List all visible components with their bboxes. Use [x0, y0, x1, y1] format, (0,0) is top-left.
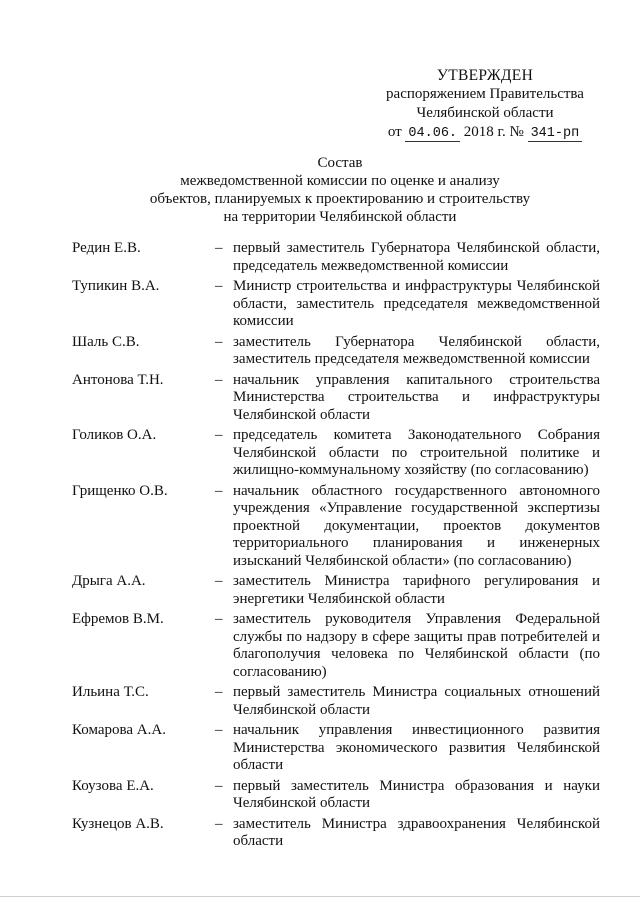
dash-separator: –: [215, 371, 223, 388]
list-item: [72, 778, 600, 813]
member-role: начальник управления инвестиционного развития Министерства экономического развития Челябинской области: [233, 722, 600, 773]
dash-separator: –: [215, 427, 223, 443]
member-role: Министр строительства и инфраструктуры Челябинской области, заместитель председателя межведомственной комиссии: [233, 278, 600, 329]
list-item: [72, 722, 600, 775]
member-name: Ильина Т.С.: [72, 684, 149, 700]
list-item: [72, 816, 600, 851]
member-role: заместитель руководителя Управления Федеральной службы по надзору в сфере защиты прав потребителей и благополучия человека по Челябинской области (по согласованию): [233, 611, 600, 680]
approval-date: 04.06.: [405, 126, 460, 142]
dash-separator: –: [215, 684, 223, 700]
member-name: Тупикин В.А.: [72, 278, 160, 294]
dash-separator: –: [215, 278, 223, 294]
member-name: Антонова Т.Н.: [72, 371, 164, 388]
member-name: Грищенко О.В.: [72, 482, 168, 499]
list-item: [72, 427, 600, 480]
list-item: [72, 278, 600, 331]
member-role: начальник областного государственного автономного учреждения «Управление государственной экспертизы проектной документации, проектов документов территориального планирования и инженерных изысканий Челябинской области» (по согласованию): [233, 482, 600, 569]
member-role: первый заместитель Министра социальных отношений Челябинской области: [233, 684, 600, 718]
dash-separator: –: [215, 611, 223, 627]
member-role: первый заместитель Министра образования и науки Челябинской области: [233, 777, 600, 811]
approval-line-1: распоряжением Правительства: [386, 86, 584, 102]
date-prefix: от: [387, 124, 402, 140]
list-item: [72, 611, 600, 681]
dash-separator: –: [215, 777, 223, 794]
member-name: Комарова А.А.: [72, 722, 166, 738]
list-item: [72, 573, 600, 608]
member-name: Коузова Е.А.: [72, 777, 154, 794]
member-role: заместитель Министра тарифного регулирования и энергетики Челябинской области: [233, 573, 600, 607]
title-line-2: межведомственной комиссии по оценке и анализу: [180, 173, 500, 189]
dash-separator: –: [215, 573, 223, 589]
member-role: первый заместитель Губернатора Челябинской области, председатель межведомственной комиссии: [233, 240, 600, 274]
list-item: [72, 334, 600, 369]
member-name: Кузнецов А.В.: [72, 815, 164, 832]
dash-separator: –: [215, 722, 223, 738]
title-line-4: на территории Челябинской области: [223, 209, 457, 225]
member-role: председатель комитета Законодательного Собрания Челябинской области по строительной политике и жилищно-коммунальному хозяйству (по согласованию): [233, 427, 600, 478]
member-name: Ефремов В.М.: [72, 611, 164, 627]
member-list: [72, 240, 600, 854]
dash-separator: –: [215, 482, 223, 499]
member-role: начальник управления капитального строительства Министерства строительства и инфраструктуры Челябинской области: [233, 371, 600, 423]
member-role: заместитель Министра здравоохранения Челябинской области: [233, 815, 600, 849]
approval-heading: УТВЕРЖДЕН: [436, 67, 534, 84]
dash-separator: –: [215, 815, 223, 832]
approval-number: 341-рп: [528, 126, 583, 142]
dash-separator: –: [215, 333, 223, 350]
dash-separator: –: [215, 240, 223, 256]
title-line-3: объектов, планируемых к проектированию и строительству: [149, 191, 531, 207]
list-item: [72, 372, 600, 425]
list-item: [72, 684, 600, 719]
title-line-1: Состав: [317, 155, 363, 171]
year-suffix: 2018 г. №: [463, 124, 524, 140]
member-name: Голиков О.А.: [72, 427, 157, 443]
approval-date-line: [360, 123, 610, 143]
list-item: [72, 483, 600, 571]
approval-line-2: Челябинской области: [416, 105, 554, 121]
list-item: [72, 240, 600, 275]
member-name: Дрыга А.А.: [72, 573, 146, 589]
approval-block: [360, 66, 610, 143]
member-role: заместитель Губернатора Челябинской области, заместитель председателя межведомственной комиссии: [233, 333, 600, 367]
document-title: [60, 154, 620, 226]
member-name: Редин Е.В.: [72, 240, 141, 256]
page-bottom-line: [0, 896, 640, 897]
member-name: Шаль С.В.: [72, 333, 140, 350]
